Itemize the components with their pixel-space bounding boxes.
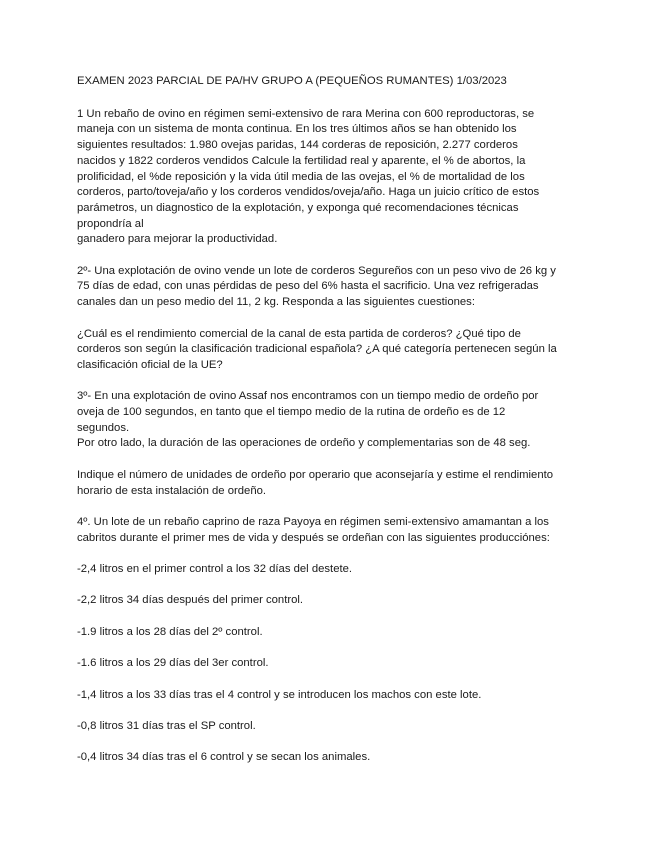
exam-title: EXAMEN 2023 PARCIAL DE PA/HV GRUPO A (PEQUEÑOS RUMANTES) 1/03/2023 bbox=[77, 75, 507, 87]
text-line: nacidos y 1822 corderos vendidos Calcule la fertilidad real y aparente, el % de abortos, la bbox=[77, 154, 526, 167]
production-item: -2,2 litros 34 días después del primer control. bbox=[77, 594, 304, 607]
question-4 bbox=[77, 515, 582, 546]
question-2 bbox=[77, 264, 582, 311]
text-line: corderos son según la clasificación tradicional española? ¿A qué categoría pertenecen según la bbox=[77, 343, 557, 356]
text-line: 75 días de edad, con unas pérdidas de peso del 6% hasta el sacrificio. Una vez refrigeradas bbox=[77, 280, 539, 293]
question-2-subquestions bbox=[77, 327, 582, 374]
text-line: Indique el número de unidades de ordeño por operario que aconsejaría y estime el rendimiento bbox=[77, 468, 554, 481]
production-item: -1.9 litros a los 28 días del 2º control. bbox=[77, 625, 263, 638]
text-line: 1 Un rebaño de ovino en régimen semi-extensivo de rara Merina con 600 reproductoras, se bbox=[77, 107, 535, 120]
text-line: clasificación oficial de la UE? bbox=[77, 358, 223, 371]
text-line: maneja con un sistema de monta continua. En los tres últimos años se han obtenido los bbox=[77, 123, 517, 136]
text-line: horario de esta instalación de ordeño. bbox=[77, 484, 267, 497]
text-line: siguientes resultados: 1.980 ovejas paridas, 144 corderas de reposición, 2.277 corderos bbox=[77, 139, 518, 152]
text-line: parámetros, un diagnostico de la explotación, y exponga qué recomendaciones técnicas bbox=[77, 201, 519, 214]
production-item: -0,8 litros 31 días tras el SP control. bbox=[77, 719, 256, 732]
text-line: 4º. Un lote de un rebaño caprino de raza Payoya en régimen semi-extensivo amamantan a los bbox=[77, 515, 549, 528]
production-item: -1,4 litros a los 33 días tras el 4 control y se introducen los machos con este lote. bbox=[77, 688, 482, 701]
text-line: canales dan un peso medio del 11, 2 kg. Responda a las siguientes cuestiones: bbox=[77, 296, 475, 309]
production-item: -1.6 litros a los 29 días del 3er control. bbox=[77, 657, 269, 670]
text-line: segundos. bbox=[77, 421, 130, 434]
text-line: propondría al bbox=[77, 217, 144, 230]
text-line: ganadero para mejorar la productividad. bbox=[77, 233, 278, 246]
document-body bbox=[77, 74, 582, 782]
text-line: ¿Cuál es el rendimiento comercial de la canal de esta partida de corderos? ¿Qué tipo de bbox=[77, 327, 521, 340]
question-3-task bbox=[77, 468, 582, 499]
text-line: 3º- En una explotación de ovino Assaf nos encontramos con un tiempo medio de ordeño por bbox=[77, 390, 539, 403]
text-line: Por otro lado, la duración de las operaciones de ordeño y complementarias son de 48 seg. bbox=[77, 437, 531, 450]
question-1 bbox=[77, 107, 582, 248]
production-item: -2,4 litros en el primer control a los 32 días del destete. bbox=[77, 563, 353, 575]
text-line: oveja de 100 segundos, en tanto que el tiempo medio de la rutina de ordeño es de 12 bbox=[77, 406, 506, 419]
text-line: cabritos durante el primer mes de vida y después se ordeñan con las siguientes producciónes: bbox=[77, 531, 550, 544]
text-line: corderos, parto/toveja/año y los corderos vendidos/oveja/año. Haga un juicio crítico de estos bbox=[77, 186, 540, 199]
text-line: 2º- Una explotación de ovino vende un lote de corderos Segureños con un peso vivo de 26 kg y bbox=[77, 264, 556, 277]
question-3 bbox=[77, 389, 582, 452]
text-line: prolificidad, el %de reposición y la vida útil media de las ovejas, el % de mortalidad de los bbox=[77, 170, 525, 183]
production-item: -0,4 litros 34 días tras el 6 control y se secan los animales. bbox=[77, 751, 371, 764]
